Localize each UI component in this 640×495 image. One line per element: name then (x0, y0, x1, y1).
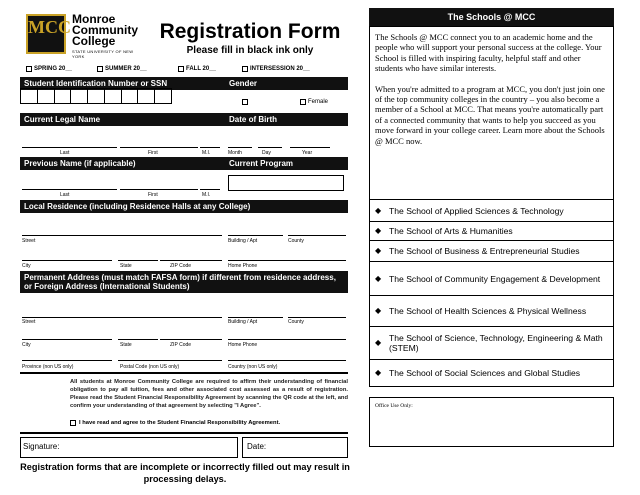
perm-zip-input[interactable] (160, 331, 222, 340)
permanent-address-line: Permanent Address (must match FAFSA form) if different from residence address, (24, 273, 336, 282)
previous-first-input[interactable] (120, 182, 198, 190)
term-spring-checkbox[interactable] (26, 66, 72, 72)
perm-county-input[interactable] (288, 308, 346, 318)
local-state-input[interactable] (118, 252, 158, 261)
checkbox-icon (70, 420, 76, 426)
college-name-line: Community (72, 23, 138, 37)
permanent-address-line: or Foreign Address (International Students) (24, 282, 190, 291)
term-intersession-checkbox[interactable] (242, 66, 310, 72)
date-label: Date: (247, 442, 267, 451)
school-list-item (369, 200, 614, 222)
state-label: State (120, 263, 132, 269)
bullet-diamond-icon: ◆ (375, 246, 382, 255)
postal-label: Postal Code (non US only) (120, 364, 180, 370)
school-name: The School of Arts & Humanities (389, 226, 513, 236)
page-subtitle: Please fill in black ink only (186, 45, 314, 56)
perm-province-input[interactable] (22, 352, 112, 361)
phone-label: Home Phone (228, 342, 258, 348)
gender-header: Gender (225, 77, 348, 90)
checkbox-icon (178, 66, 184, 72)
student-id-header: Student Identification Number or SSN (20, 77, 225, 90)
signature-divider (20, 432, 348, 434)
agreement-text: All students at Monroe Community College are required to affirm their understanding of financial obligation to pay all tuition, fees and other associated cost assessed as a result of registration. Please read the Student Financial Responsibility Agreement by scanning the QR code at the left, and confirm your understanding of that agreement by selecting "I Agree". (70, 379, 348, 409)
schools-panel-title: The Schools @ MCC (369, 8, 614, 26)
checkbox-icon (242, 66, 248, 72)
mcc-logo-icon: MCC (26, 14, 66, 54)
intro-paragraph: When you're admitted to a program at MCC, you don't just join one of the top community colleges in the country – you also become a member of a School at MCC. That means you're automatically part of a connected community that wants to help you succeed as you move forward in your college career. Learn more about the Schools @ MCC now. (375, 83, 605, 146)
agree-checkbox[interactable] (70, 420, 280, 426)
checkbox-icon (97, 66, 103, 72)
agreement-divider (20, 372, 348, 374)
current-program-input[interactable] (228, 175, 344, 191)
checkbox-icon (242, 99, 248, 105)
school-list-item (369, 241, 614, 262)
term-fall-checkbox[interactable] (178, 66, 216, 72)
agree-label: I have read and agree to the Student Financial Responsibility Agreement. (79, 420, 281, 426)
month-label: Month (228, 150, 242, 156)
dob-header: Date of Birth (225, 113, 348, 126)
street-label: Street (22, 238, 36, 244)
dob-year-input[interactable] (290, 140, 330, 148)
current-name-header (20, 113, 225, 126)
gender-female-label: Female (308, 99, 329, 105)
city-label: City (22, 342, 31, 348)
mi-label: M.I. (202, 150, 211, 156)
first-name-input[interactable] (120, 140, 198, 148)
building-label: Building / Apt (228, 319, 258, 325)
college-name-line: Monroe (72, 12, 116, 26)
day-label: Day (262, 150, 271, 156)
zip-label: ZIP Code (170, 263, 192, 269)
school-list-item (369, 296, 614, 327)
city-label: City (22, 263, 31, 269)
perm-postal-input[interactable] (118, 352, 222, 361)
school-name: The School of Applied Sciences & Technology (389, 205, 564, 216)
last-label: Last (60, 192, 70, 198)
signature-label: Signature: (23, 442, 60, 451)
school-list-item (369, 360, 614, 387)
page-title: Registration Form (159, 20, 341, 43)
term-label: SUMMER 20__ (105, 66, 147, 72)
bullet-diamond-icon: ◆ (375, 338, 382, 347)
office-use-label: Office Use Only: (375, 403, 413, 409)
suny-subtitle: STATE UNIVERSITY OF NEW YORK (72, 49, 134, 59)
current-program-header: Current Program (225, 157, 348, 170)
school-name: The School of Science, Technology, Engineering & Math (STEM) (389, 333, 603, 353)
bullet-diamond-icon: ◆ (375, 368, 382, 377)
term-label: FALL 20__ (186, 66, 216, 72)
school-name: The School of Business & Entrepreneurial Studies (389, 246, 580, 256)
term-summer-checkbox[interactable] (97, 66, 147, 72)
college-name-line: College (72, 34, 116, 48)
mi-label: M.I. (202, 192, 211, 198)
local-zip-input[interactable] (160, 252, 222, 261)
student-id-input[interactable] (20, 88, 172, 104)
local-city-input[interactable] (22, 252, 112, 261)
local-residence-header: Local Residence (including Residence Halls at any College) (20, 200, 348, 213)
previous-name-header: Previous Name (if applicable) (20, 157, 225, 170)
bullet-diamond-icon: ◆ (375, 273, 382, 283)
perm-country-input[interactable] (228, 352, 346, 361)
permanent-address-header (20, 271, 348, 293)
bullet-diamond-icon: ◆ (375, 205, 382, 215)
school-name: The School of Community Engagement & Development (389, 273, 601, 284)
mi-input[interactable] (200, 140, 220, 148)
country-label: Country (non US only) (228, 364, 278, 370)
college-name (72, 14, 142, 47)
previous-mi-input[interactable] (200, 182, 220, 190)
intro-paragraph: The Schools @ MCC connect you to an academic home and the people who will support your personal success at the college. Your School is filled with inspiring faculty, helpful staff and other students who have similar interests. (375, 32, 602, 74)
local-phone-input[interactable] (228, 252, 346, 261)
last-label: Last (60, 150, 70, 156)
province-label: Province (non US only) (22, 364, 74, 370)
term-label: SPRING 20__ (34, 66, 73, 72)
first-label: First (148, 192, 158, 198)
checkbox-icon (300, 99, 306, 105)
office-use-box (369, 397, 614, 447)
county-label: County (288, 238, 304, 244)
phone-label: Home Phone (228, 263, 258, 269)
state-label: State (120, 342, 132, 348)
year-label: Year (302, 150, 313, 156)
bullet-diamond-icon: ◆ (375, 306, 382, 315)
county-label: County (288, 319, 304, 325)
current-name-label: Current Legal Name (24, 115, 101, 124)
school-list-item (369, 262, 614, 296)
street-label: Street (22, 319, 36, 325)
previous-last-input[interactable] (22, 182, 117, 190)
bullet-diamond-icon: ◆ (375, 226, 382, 235)
school-list-item (369, 222, 614, 241)
perm-street-input[interactable] (22, 308, 222, 318)
local-street-input[interactable] (22, 226, 222, 236)
checkbox-icon (26, 66, 32, 72)
perm-city-input[interactable] (22, 331, 112, 340)
dob-day-input[interactable] (258, 140, 282, 148)
perm-phone-input[interactable] (228, 331, 346, 340)
school-list-item (369, 327, 614, 360)
gender-female-checkbox[interactable] (300, 99, 328, 105)
perm-state-input[interactable] (118, 331, 158, 340)
schools-intro (375, 32, 610, 156)
first-label: First (148, 150, 158, 156)
school-name: The School of Health Sciences & Physical Wellness (389, 306, 587, 316)
local-county-input[interactable] (288, 226, 346, 236)
processing-notice: Registration forms that are incomplete or incorrectly filled out may result in processing delays. (20, 462, 350, 484)
local-building-input[interactable] (228, 226, 283, 236)
last-name-input[interactable] (22, 140, 117, 148)
date-field[interactable] (242, 437, 348, 458)
term-label: INTERSESSION 20__ (250, 66, 310, 72)
zip-label: ZIP Code (170, 342, 192, 348)
building-label: Building / Apt (228, 238, 258, 244)
signature-field[interactable] (20, 437, 238, 458)
dob-month-input[interactable] (228, 140, 252, 148)
school-name: The School of Social Sciences and Global Studies (389, 368, 581, 378)
gender-male-checkbox[interactable] (242, 99, 250, 105)
perm-building-input[interactable] (228, 308, 283, 318)
